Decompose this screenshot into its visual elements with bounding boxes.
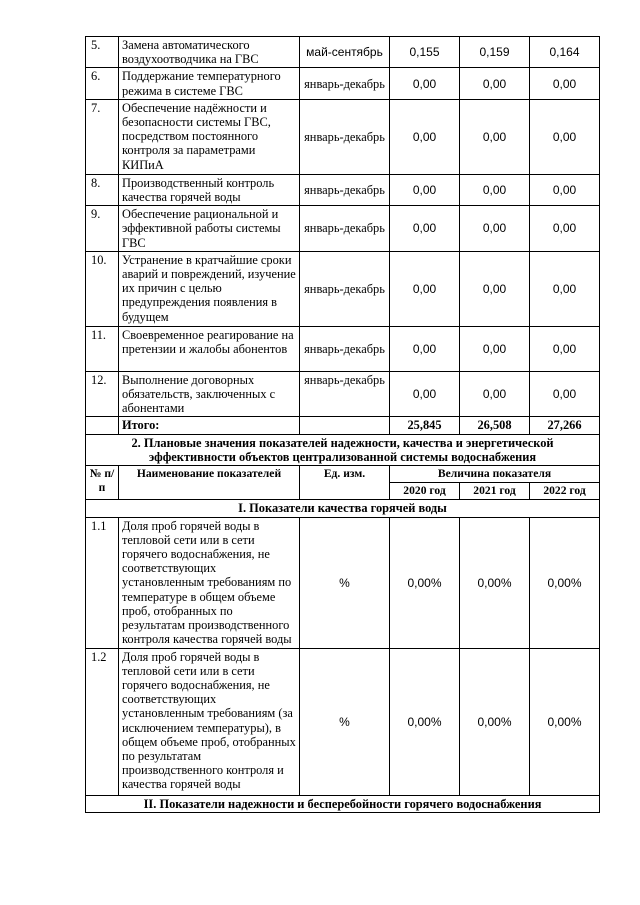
value-2021: 0,00: [460, 371, 530, 417]
measure-name: Поддержание температурного режима в системе ГВС: [119, 68, 300, 99]
value-2022: 0,00: [530, 326, 600, 371]
value-2022: 0,00: [530, 251, 600, 326]
header-year-2020: 2020 год: [390, 483, 460, 500]
measure-period: январь-декабрь: [300, 68, 390, 99]
value-2020: 0,00: [390, 371, 460, 417]
value-2021: 0,159: [460, 37, 530, 68]
value-2021: 0,00: [460, 99, 530, 174]
total-2021: 26,508: [460, 417, 530, 434]
document-page: [85, 36, 599, 813]
table-row: [86, 206, 600, 252]
value-2020: 0,00: [390, 206, 460, 252]
measure-name: Замена автоматического воздухоотводчика на ГВС: [119, 37, 300, 68]
total-row: [86, 417, 600, 434]
section-title-row: [86, 434, 600, 465]
value-2022: 0,00%: [530, 517, 600, 648]
header-unit: Ед. изм.: [300, 466, 390, 500]
row-number: 7.: [86, 99, 119, 174]
measure-name: Выполнение договорных обязательств, заключенных с абонентами: [119, 371, 300, 417]
row-number: 12.: [86, 371, 119, 417]
row-number: 1.1: [86, 517, 119, 648]
indicator-unit: %: [300, 517, 390, 648]
group-title-row: [86, 500, 600, 517]
indicators-table: [85, 465, 600, 813]
measure-name: Производственный контроль качества горячей воды: [119, 174, 300, 205]
table-row: [86, 648, 600, 795]
value-2020: 0,155: [390, 37, 460, 68]
indicator-name: Доля проб горячей воды в тепловой сети или в сети горячего водоснабжения, не соответствующих установленным требованиям (за исключением температуры), в общем объеме проб, отобранных по результатам производственного контроля и качества горячей воды: [119, 648, 300, 795]
measure-period: январь-декабрь: [300, 99, 390, 174]
row-number: 11.: [86, 326, 119, 371]
table-row: [86, 517, 600, 648]
measure-period: январь-декабрь: [300, 174, 390, 205]
value-2020: 0,00: [390, 326, 460, 371]
value-2022: 0,00: [530, 371, 600, 417]
table-row: [86, 371, 600, 417]
group-title: I. Показатели качества горячей воды: [86, 500, 600, 517]
group-title-row: [86, 795, 600, 812]
row-number: 8.: [86, 174, 119, 205]
measure-name: Устранение в кратчайшие сроки аварий и повреждений, изучение их причин с целью предупреждения появления в будущем: [119, 251, 300, 326]
row-number: 9.: [86, 206, 119, 252]
value-2021: 0,00: [460, 68, 530, 99]
value-2021: 0,00: [460, 174, 530, 205]
value-2020: 0,00: [390, 68, 460, 99]
measure-period: январь-декабрь: [300, 206, 390, 252]
value-2021: 0,00: [460, 326, 530, 371]
measures-table: [85, 36, 600, 466]
table-row: [86, 99, 600, 174]
value-2022: 0,00: [530, 68, 600, 99]
header-row: [86, 466, 600, 483]
value-2021: 0,00: [460, 251, 530, 326]
value-2020: 0,00: [390, 174, 460, 205]
indicator-unit: %: [300, 648, 390, 795]
measure-name: Обеспечение рациональной и эффективной работы системы ГВС: [119, 206, 300, 252]
group-title: II. Показатели надежности и бесперебойности горячего водоснабжения: [86, 795, 600, 812]
total-2022: 27,266: [530, 417, 600, 434]
value-2021: 0,00%: [460, 517, 530, 648]
row-number: 6.: [86, 68, 119, 99]
value-2022: 0,00: [530, 174, 600, 205]
value-2022: 0,00%: [530, 648, 600, 795]
total-2020: 25,845: [390, 417, 460, 434]
value-2022: 0,164: [530, 37, 600, 68]
value-2020: 0,00: [390, 251, 460, 326]
value-2022: 0,00: [530, 206, 600, 252]
table-row: [86, 326, 600, 371]
value-2021: 0,00%: [460, 648, 530, 795]
value-2020: 0,00: [390, 99, 460, 174]
measure-period: май-сентябрь: [300, 37, 390, 68]
measure-period: январь-декабрь: [300, 371, 390, 417]
table-row: [86, 174, 600, 205]
indicator-name: Доля проб горячей воды в тепловой сети или в сети горячего водоснабжения, не соответствующих установленным требованиям по температуре в общем объеме проб, отобранных по результатам производственного контроля качества горячей воды: [119, 517, 300, 648]
row-number: 5.: [86, 37, 119, 68]
measure-name: Своевременное реагирование на претензии и жалобы абонентов: [119, 326, 300, 371]
measure-period: январь-декабрь: [300, 251, 390, 326]
measure-period: январь-декабрь: [300, 326, 390, 371]
header-year-2021: 2021 год: [460, 483, 530, 500]
value-2021: 0,00: [460, 206, 530, 252]
value-2022: 0,00: [530, 99, 600, 174]
row-number: 10.: [86, 251, 119, 326]
header-name: Наименование показателей: [119, 466, 300, 500]
table-row: [86, 68, 600, 99]
value-2020: 0,00%: [390, 648, 460, 795]
table-row: [86, 37, 600, 68]
total-label: Итого:: [119, 417, 300, 434]
table-row: [86, 251, 600, 326]
row-number: 1.2: [86, 648, 119, 795]
header-value: Величина показателя: [390, 466, 600, 483]
header-num: № п/п: [86, 466, 119, 500]
value-2020: 0,00%: [390, 517, 460, 648]
measure-name: Обеспечение надёжности и безопасности системы ГВС, посредством постоянного контроля за параметрами КИПиА: [119, 99, 300, 174]
section-title: 2. Плановые значения показателей надежности, качества и энергетической эффективности объектов централизованной системы водоснабжения: [86, 434, 600, 465]
header-year-2022: 2022 год: [530, 483, 600, 500]
